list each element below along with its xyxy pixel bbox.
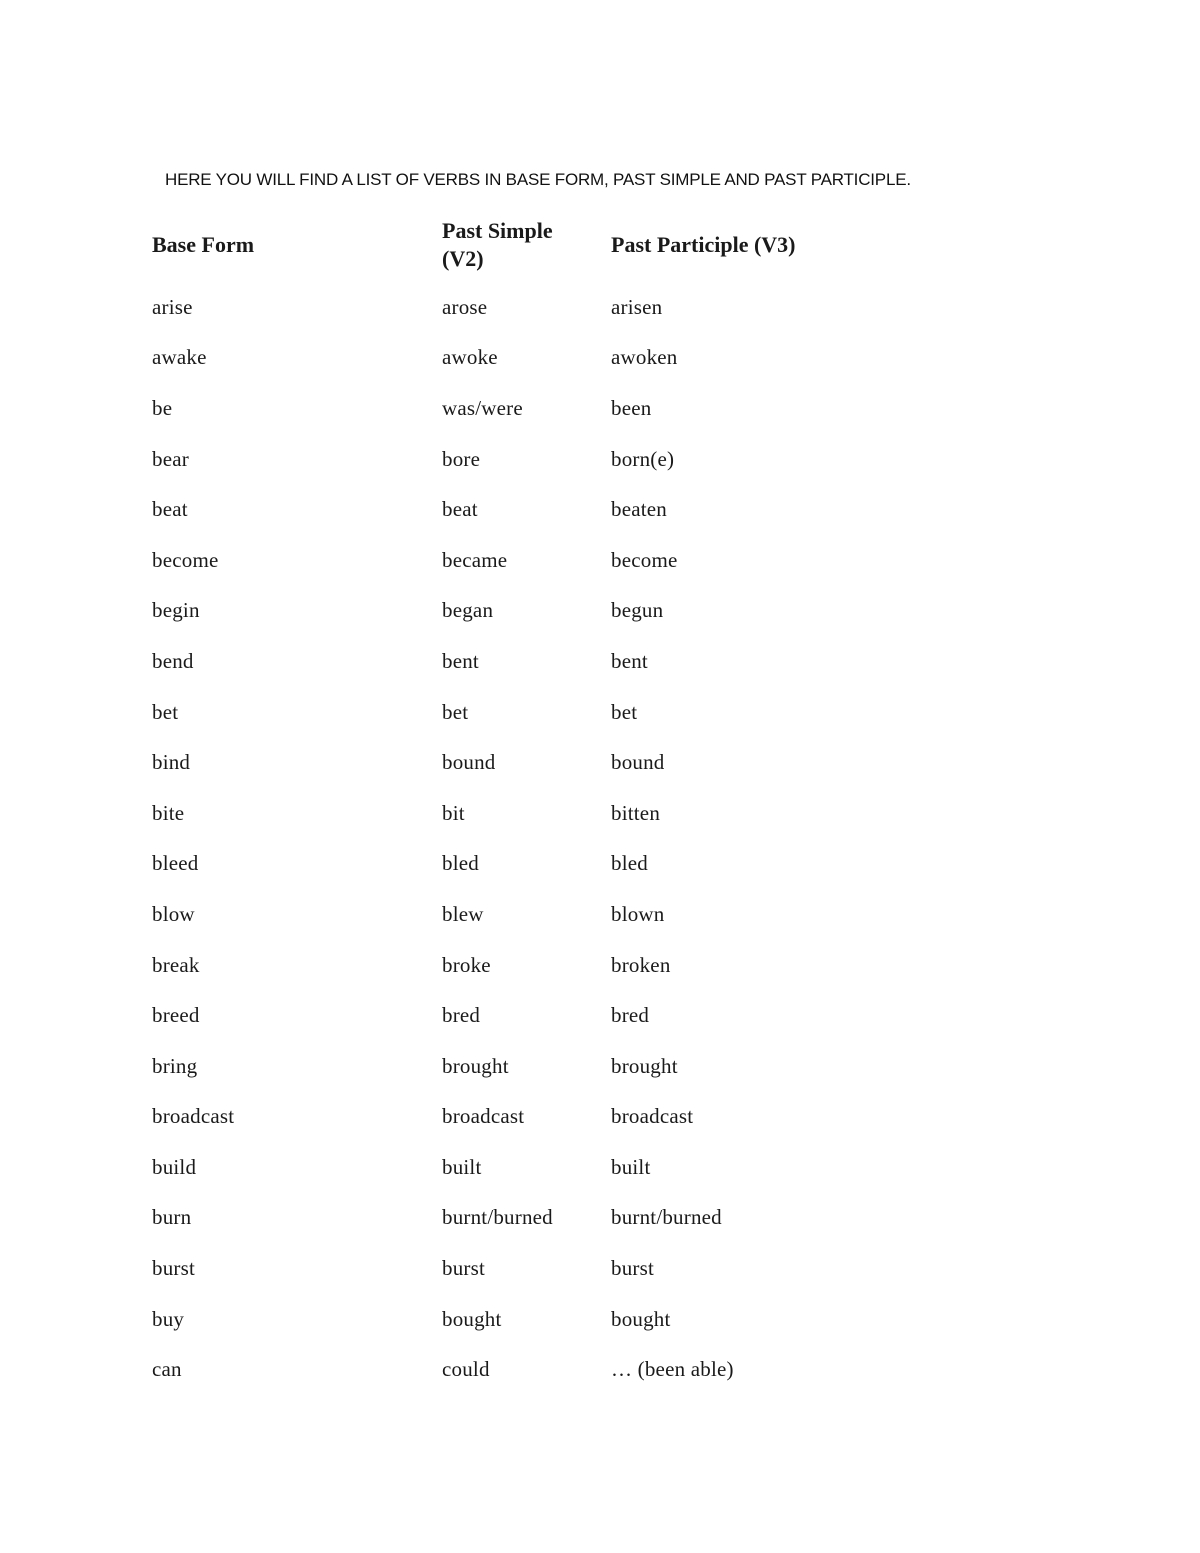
cell-past-simple: blew [442,901,484,926]
table-row [152,1294,871,1345]
cell-past-participle: born(e) [611,446,675,471]
cell-past-participle: bled [611,851,648,876]
cell-past-participle: bound [611,750,665,775]
cell-past-participle: brought [611,1053,678,1078]
cell-past-participle: bought [611,1306,671,1331]
cell-past-simple: brought [442,1053,509,1078]
cell-base-form: arise [152,294,193,319]
table-row [152,839,871,890]
table-row [152,636,871,687]
table-row [152,1041,871,1092]
cell-base-form: blow [152,901,195,926]
cell-base-form: beat [152,497,188,522]
cell-base-form: breed [152,1003,200,1028]
cell-base-form: burst [152,1256,195,1281]
cell-past-simple: began [442,598,494,623]
cell-past-participle: bet [611,699,638,724]
cell-past-simple: could [442,1357,490,1382]
cell-past-participle: burnt/burned [611,1205,722,1230]
table-row [152,1193,871,1244]
table-row [152,535,871,586]
table-row [152,274,871,333]
table-row [152,990,871,1041]
cell-past-simple: arose [442,294,488,319]
cell-base-form: broadcast [152,1104,235,1129]
cell-base-form: bleed [152,851,199,876]
cell-base-form: become [152,547,219,572]
cell-past-simple: burnt/burned [442,1205,553,1230]
cell-past-simple: broke [442,952,491,977]
cell-past-simple: bent [442,648,479,673]
table-row [152,484,871,535]
cell-past-simple: was/were [442,395,523,420]
cell-past-simple: built [442,1154,482,1179]
cell-past-participle: … (been able) [611,1357,734,1382]
cell-base-form: break [152,952,200,977]
header-past-simple-label: Past Simple (V2) [442,218,553,271]
verb-table [152,216,871,1395]
cell-past-simple: bound [442,750,496,775]
cell-base-form: be [152,395,173,420]
cell-base-form: begin [152,598,200,623]
cell-past-participle: begun [611,598,664,623]
cell-base-form: bet [152,699,179,724]
cell-base-form: bear [152,446,189,471]
cell-base-form: bite [152,800,185,825]
header-past-simple [442,216,611,274]
verb-rows [152,274,871,1395]
cell-past-participle: built [611,1154,651,1179]
table-row [152,737,871,788]
table-row [152,434,871,485]
cell-past-simple: burst [442,1256,485,1281]
table-row [152,1092,871,1143]
table-row [152,687,871,738]
cell-base-form: bend [152,648,194,673]
cell-past-simple: became [442,547,508,572]
cell-past-participle: burst [611,1256,654,1281]
cell-past-simple: bit [442,800,465,825]
header-base-form: Base Form [152,232,255,257]
cell-past-participle: bitten [611,800,661,825]
cell-past-simple: bought [442,1306,502,1331]
table-row [152,1243,871,1294]
table-row [152,1142,871,1193]
cell-past-participle: bred [611,1003,650,1028]
cell-past-participle: beaten [611,497,667,522]
table-row [152,788,871,839]
cell-base-form: bind [152,750,191,775]
intro-text: HERE YOU WILL FIND A LIST OF VERBS IN BASE FORM, PAST SIMPLE AND PAST PARTICIPLE. [165,170,911,189]
cell-past-simple: bled [442,851,479,876]
cell-base-form: can [152,1357,182,1382]
cell-base-form: awake [152,345,207,370]
table-row [152,889,871,940]
cell-base-form: buy [152,1306,185,1331]
table-row [152,383,871,434]
table-row [152,333,871,384]
cell-past-simple: broadcast [442,1104,525,1129]
cell-past-simple: bore [442,446,481,471]
table-row [152,940,871,991]
cell-past-simple: bred [442,1003,481,1028]
cell-past-participle: broken [611,952,671,977]
cell-past-participle: blown [611,901,665,926]
header-past-participle: Past Participle (V3) [611,232,796,257]
table-row [152,1344,871,1395]
cell-base-form: build [152,1154,197,1179]
cell-past-simple: awoke [442,345,498,370]
table-row [152,586,871,637]
cell-base-form: bring [152,1053,198,1078]
cell-past-simple: bet [442,699,469,724]
cell-past-simple: beat [442,497,478,522]
cell-past-participle: bent [611,648,648,673]
cell-past-participle: awoken [611,345,678,370]
table-header-row [152,216,871,274]
cell-past-participle: broadcast [611,1104,694,1129]
cell-past-participle: become [611,547,678,572]
cell-base-form: burn [152,1205,192,1230]
cell-past-participle: been [611,395,652,420]
cell-past-participle: arisen [611,294,663,319]
